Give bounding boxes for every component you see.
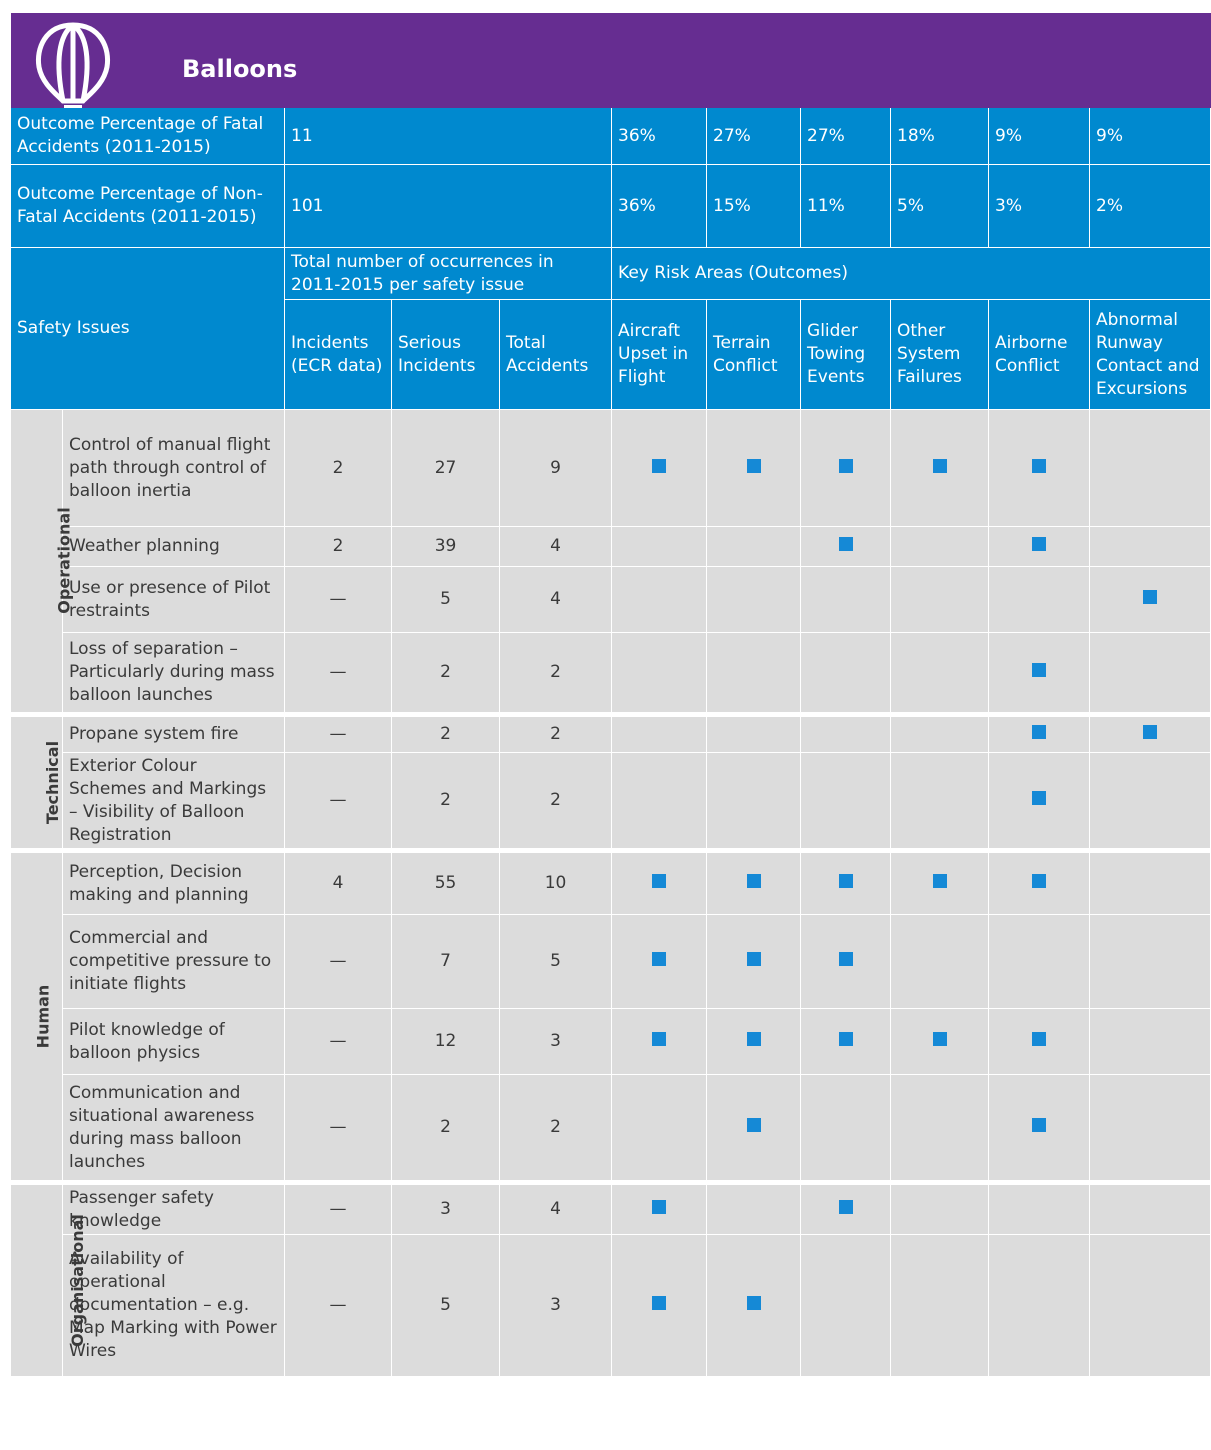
category-label: Technical <box>43 740 63 824</box>
serious-incidents-count: 7 <box>392 915 500 1009</box>
risk-area-cell <box>801 713 891 753</box>
risk-marker-icon <box>747 459 761 473</box>
risk-marker-icon <box>1143 590 1157 604</box>
safety-issue-label: Weather planning <box>63 527 285 567</box>
risk-area-header: Glider Towing Events <box>801 300 891 410</box>
serious-incidents-count: 3 <box>392 1181 500 1235</box>
serious-incidents-count: 2 <box>392 1075 500 1181</box>
risk-area-cell <box>891 915 989 1009</box>
table-row <box>11 1181 1211 1235</box>
risk-area-cell <box>989 410 1090 527</box>
risk-marker-icon <box>839 1200 853 1214</box>
risk-area-cell <box>891 753 989 849</box>
risk-area-cell <box>801 527 891 567</box>
risk-area-cell <box>891 1009 989 1075</box>
risk-area-header: Other System Failures <box>891 300 989 410</box>
risk-marker-icon <box>933 874 947 888</box>
hot-air-balloon-icon <box>33 21 113 119</box>
summary-percentage: 27% <box>707 108 801 165</box>
risk-marker-icon <box>1143 725 1157 739</box>
risk-area-cell <box>891 713 989 753</box>
risk-area-cell <box>801 1181 891 1235</box>
risk-area-cell <box>612 410 707 527</box>
incidents-count: — <box>285 1075 392 1181</box>
serious-incidents-count: 27 <box>392 410 500 527</box>
page <box>11 13 1211 1361</box>
risk-area-cell <box>612 527 707 567</box>
total-accidents-count: 3 <box>500 1235 612 1377</box>
serious-incidents-count: 2 <box>392 753 500 849</box>
risk-area-cell <box>801 1235 891 1377</box>
risk-marker-icon <box>1032 725 1046 739</box>
risk-area-cell <box>1090 713 1211 753</box>
risk-area-cell <box>891 410 989 527</box>
incidents-count: 2 <box>285 527 392 567</box>
risk-area-cell <box>989 1009 1090 1075</box>
serious-incidents-count: 39 <box>392 527 500 567</box>
incidents-count: — <box>285 1009 392 1075</box>
total-accidents-count: 4 <box>500 567 612 633</box>
summary-percentage: 5% <box>891 165 989 248</box>
incidents-count: — <box>285 1235 392 1377</box>
total-accidents-count: 3 <box>500 1009 612 1075</box>
risk-area-header: Abnormal Runway Contact and Excursions <box>1090 300 1211 410</box>
risk-area-header: Airborne Conflict <box>989 300 1090 410</box>
risk-area-cell <box>612 849 707 915</box>
risk-area-cell <box>612 1235 707 1377</box>
risk-marker-icon <box>1032 537 1046 551</box>
risk-area-cell <box>1090 633 1211 713</box>
risk-area-cell <box>891 1181 989 1235</box>
key-risk-areas-header: Key Risk Areas (Outcomes) <box>612 248 1211 300</box>
risk-marker-icon <box>1032 1118 1046 1132</box>
risk-marker-icon <box>652 1200 666 1214</box>
table-row <box>11 753 1211 849</box>
risk-area-cell <box>707 527 801 567</box>
risk-marker-icon <box>652 952 666 966</box>
serious-incidents-count: 55 <box>392 849 500 915</box>
safety-issue-label: Loss of separation – Particularly during mass balloon launches <box>63 633 285 713</box>
table-row <box>11 1075 1211 1181</box>
incidents-count: — <box>285 633 392 713</box>
risk-area-cell <box>1090 567 1211 633</box>
safety-issue-label: Perception, Decision making and planning <box>63 849 285 915</box>
category-label: Operational <box>54 507 74 614</box>
serious-incidents-count: 12 <box>392 1009 500 1075</box>
risk-area-cell <box>1090 1181 1211 1235</box>
summary-percentage: 18% <box>891 108 989 165</box>
risk-area-cell <box>612 713 707 753</box>
risk-marker-icon <box>747 952 761 966</box>
risk-area-cell <box>1090 1009 1211 1075</box>
risk-marker-icon <box>839 952 853 966</box>
table-row <box>11 849 1211 915</box>
risk-area-cell <box>612 1181 707 1235</box>
category-cell <box>11 849 63 1181</box>
total-accidents-count: 2 <box>500 1075 612 1181</box>
serious-incidents-count: 5 <box>392 1235 500 1377</box>
risk-marker-icon <box>1032 459 1046 473</box>
summary-percentage: 36% <box>612 165 707 248</box>
fatal-summary-row <box>11 108 1211 165</box>
table-row <box>11 410 1211 527</box>
summary-percentage: 36% <box>612 108 707 165</box>
risk-area-cell <box>1090 753 1211 849</box>
risk-area-cell <box>612 1009 707 1075</box>
risk-marker-icon <box>652 1032 666 1046</box>
incidents-count: — <box>285 1181 392 1235</box>
risk-marker-icon <box>839 459 853 473</box>
risk-area-cell <box>891 1075 989 1181</box>
risk-area-cell <box>1090 527 1211 567</box>
risk-area-cell <box>612 567 707 633</box>
risk-area-cell <box>801 849 891 915</box>
total-accidents-count: 2 <box>500 753 612 849</box>
risk-marker-icon <box>1032 874 1046 888</box>
risk-marker-icon <box>747 1296 761 1310</box>
risk-area-cell <box>989 849 1090 915</box>
incidents-count: 2 <box>285 410 392 527</box>
safety-issue-label: Pilot knowledge of balloon physics <box>63 1009 285 1075</box>
risk-area-cell <box>707 753 801 849</box>
category-label: Human <box>33 984 53 1048</box>
risk-area-cell <box>989 1181 1090 1235</box>
table-row <box>11 633 1211 713</box>
risk-marker-icon <box>1032 791 1046 805</box>
risk-area-cell <box>891 567 989 633</box>
incidents-header: Incidents (ECR data) <box>285 300 392 410</box>
summary-percentage: 9% <box>1090 108 1211 165</box>
risk-area-cell <box>891 527 989 567</box>
risk-area-cell <box>801 1075 891 1181</box>
summary-percentage: 15% <box>707 165 801 248</box>
risk-area-cell <box>1090 410 1211 527</box>
risk-marker-icon <box>933 1032 947 1046</box>
total-occurrences-header: Total number of occurrences in 2011-2015 per safety issue <box>285 248 612 300</box>
incidents-count: 4 <box>285 849 392 915</box>
total-accidents-count: 2 <box>500 713 612 753</box>
risk-area-cell <box>707 1181 801 1235</box>
risk-marker-icon <box>933 459 947 473</box>
total-accidents-count: 4 <box>500 1181 612 1235</box>
risk-marker-icon <box>839 1032 853 1046</box>
table-row <box>11 527 1211 567</box>
summary-label: Outcome Percentage of Fatal Accidents (2011-2015) <box>11 108 285 165</box>
total-accidents-count: 10 <box>500 849 612 915</box>
table-row <box>11 915 1211 1009</box>
summary-percentage: 3% <box>989 165 1090 248</box>
table-row <box>11 1235 1211 1377</box>
risk-area-cell <box>612 915 707 1009</box>
risk-marker-icon <box>839 537 853 551</box>
safety-issue-label: Exterior Colour Schemes and Markings – Visibility of Balloon Registration <box>63 753 285 849</box>
risk-area-cell <box>707 1009 801 1075</box>
incidents-count: — <box>285 567 392 633</box>
risk-area-cell <box>612 1075 707 1181</box>
total-accidents-count: 2 <box>500 633 612 713</box>
category-label: Organisational <box>67 1213 87 1347</box>
total-accidents-count: 9 <box>500 410 612 527</box>
serious-incidents-count: 2 <box>392 713 500 753</box>
risk-area-cell <box>612 753 707 849</box>
summary-percentage: 2% <box>1090 165 1211 248</box>
risk-marker-icon <box>652 459 666 473</box>
risk-marker-icon <box>747 1118 761 1132</box>
safety-issue-label: Communication and situational awareness during mass balloon launches <box>63 1075 285 1181</box>
incidents-count: — <box>285 713 392 753</box>
risk-area-cell <box>707 713 801 753</box>
summary-percentage: 9% <box>989 108 1090 165</box>
risk-area-cell <box>1090 849 1211 915</box>
risk-area-cell <box>707 915 801 1009</box>
risk-area-cell <box>707 410 801 527</box>
risk-area-cell <box>707 849 801 915</box>
risk-area-header: Aircraft Upset in Flight <box>612 300 707 410</box>
risk-area-cell <box>989 753 1090 849</box>
risk-area-cell <box>707 633 801 713</box>
risk-marker-icon <box>747 874 761 888</box>
risk-marker-icon <box>652 874 666 888</box>
total-accidents-count: 4 <box>500 527 612 567</box>
safety-issues-table <box>11 108 1211 1377</box>
total-accidents-count: 5 <box>500 915 612 1009</box>
serious-incidents-count: 5 <box>392 567 500 633</box>
summary-percentage: 11% <box>801 165 891 248</box>
risk-area-header: Terrain Conflict <box>707 300 801 410</box>
total-accidents-header: Total Accidents <box>500 300 612 410</box>
category-cell <box>11 713 63 849</box>
table-row <box>11 567 1211 633</box>
serious-incidents-header: Serious Incidents <box>392 300 500 410</box>
safety-issue-label: Use or presence of Pilot restraints <box>63 567 285 633</box>
safety-issues-header: Safety Issues <box>11 248 285 410</box>
serious-incidents-count: 2 <box>392 633 500 713</box>
risk-area-cell <box>1090 1235 1211 1377</box>
risk-marker-icon <box>1032 663 1046 677</box>
risk-marker-icon <box>652 1296 666 1310</box>
non-fatal-summary-row <box>11 165 1211 248</box>
summary-percentage: 27% <box>801 108 891 165</box>
risk-marker-icon <box>839 874 853 888</box>
risk-area-cell <box>989 1075 1090 1181</box>
risk-area-cell <box>1090 915 1211 1009</box>
summary-total: 101 <box>285 165 612 248</box>
risk-area-cell <box>891 849 989 915</box>
risk-area-cell <box>707 1235 801 1377</box>
risk-marker-icon <box>747 1032 761 1046</box>
risk-area-cell <box>612 633 707 713</box>
risk-marker-icon <box>1032 1032 1046 1046</box>
risk-area-cell <box>989 1235 1090 1377</box>
risk-area-cell <box>989 527 1090 567</box>
risk-area-cell <box>989 713 1090 753</box>
summary-total: 11 <box>285 108 612 165</box>
risk-area-cell <box>989 633 1090 713</box>
risk-area-cell <box>1090 1075 1211 1181</box>
category-cell <box>11 410 74 713</box>
risk-area-cell <box>801 567 891 633</box>
risk-area-cell <box>989 915 1090 1009</box>
summary-label: Outcome Percentage of Non-Fatal Accidents (2011-2015) <box>11 165 285 248</box>
risk-area-cell <box>891 633 989 713</box>
risk-area-cell <box>801 915 891 1009</box>
title-banner <box>11 13 1211 108</box>
incidents-count: — <box>285 753 392 849</box>
risk-area-cell <box>801 753 891 849</box>
header-row-top <box>11 248 1211 300</box>
risk-area-cell <box>801 1009 891 1075</box>
risk-area-cell <box>801 633 891 713</box>
page-title: Balloons <box>182 55 298 83</box>
risk-area-cell <box>707 1075 801 1181</box>
safety-issue-label: Commercial and competitive pressure to initiate flights <box>63 915 285 1009</box>
safety-issue-label: Passenger safety knowledge <box>63 1181 285 1235</box>
table-row <box>11 713 1211 753</box>
risk-area-cell <box>989 567 1090 633</box>
risk-area-cell <box>891 1235 989 1377</box>
table-row <box>11 1009 1211 1075</box>
risk-area-cell <box>707 567 801 633</box>
category-cell <box>11 1181 87 1377</box>
safety-issue-label: Propane system fire <box>63 713 285 753</box>
incidents-count: — <box>285 915 392 1009</box>
safety-issue-label: Availability of operational documentation – e.g. Map Marking with Power Wires <box>63 1235 285 1377</box>
risk-area-cell <box>801 410 891 527</box>
safety-issue-label: Control of manual flight path through control of balloon inertia <box>63 410 285 527</box>
